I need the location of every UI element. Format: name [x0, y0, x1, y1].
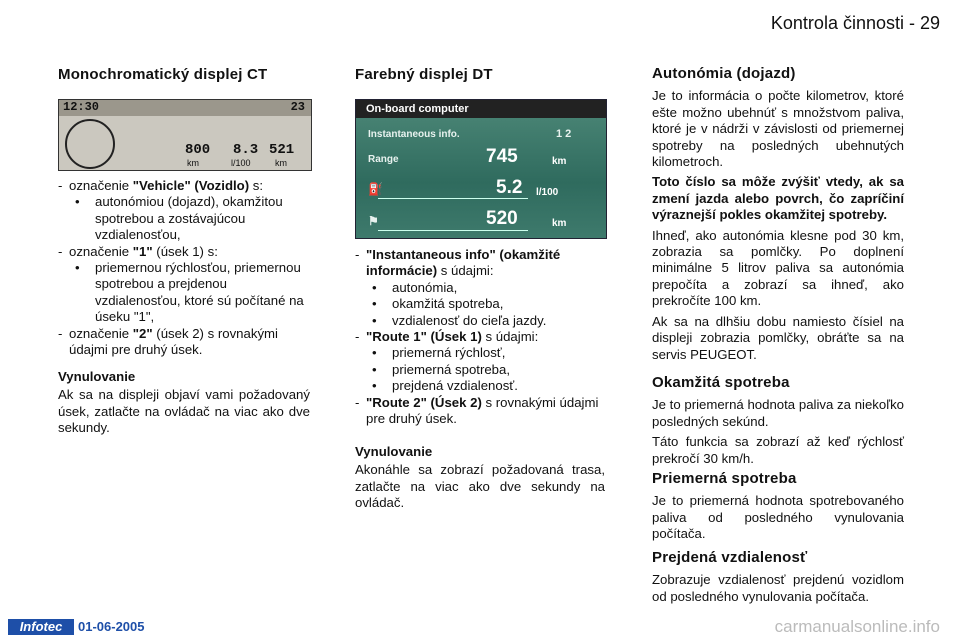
paragraph: Ak sa na displeji objaví vami požadovaný úsek, zatlačte na ovládač na viac ako dve sekundy. [58, 387, 310, 436]
sub-list-item: • autonómiou (dojazd), okamžitou spotrebou a zostávajúcou vzdialenosťou, [69, 194, 310, 243]
sub-list-item: • priemernou rýchlosťou, priemernou spotrebou a prejdenou vzdialenosťou, ktoré sú počítané na úseku "1", [69, 260, 310, 326]
section-title: Autonómia (dojazd) [652, 65, 796, 82]
color-display-range-value: 745 [486, 146, 518, 167]
color-display-consumption-unit: l/100 [536, 187, 559, 198]
color-display-list [355, 247, 605, 427]
sub-list-item: • prejdená vzdialenosť. [366, 378, 605, 394]
mono-display-unit-2: l/100 [231, 158, 251, 168]
section-subtitle: Vynulovanie [58, 369, 136, 384]
list-item: - "Route 1" (Úsek 1) s údajmi: • priemerná rýchlosť, • priemerná spotreba, • prejdená vzdialenosť. [355, 329, 605, 395]
sub-list-item: • priemerná spotreba, [366, 362, 605, 378]
paragraph: Ihneď, ako autonómia klesne pod 30 km, zobrazia sa pomlčky. Po doplnení minimálne 5 litrov paliva sa autonómia prepočíta a zobrazí sa ihneď, ako prekročíte 100 km. [652, 227, 904, 309]
sub-list-item: • priemerná rýchlosť, [366, 345, 605, 361]
watermark: carmanualsonline.info [774, 617, 940, 636]
mono-display-unit-3: km [275, 158, 287, 168]
fuel-pump-icon: ⛽ [368, 182, 383, 196]
page-title: Kontrola činnosti - 29 [770, 13, 940, 33]
paragraph: Je to informácia o počte kilometrov, ktoré ešte možno ubehnúť s množstvom paliva, ktoré je v nádrži v závislosti od priemernej spotreby na posledných ubehnutých kilometroch. [652, 88, 904, 170]
paragraph: Akonáhle sa zobrazí požadovaná trasa, zatlačte na viac ako dve sekundy na ovládač. [355, 462, 605, 511]
paragraph: Ak sa na dlhšiu dobu namiesto čísiel na displeji zobrazia pomlčky, obráťte sa na servis PEUGEOT. [652, 313, 904, 362]
mono-display-time: 12:30 [63, 100, 100, 114]
mono-display-value-1: 800 [185, 142, 211, 158]
color-display-heading: Farebný displej DT [355, 66, 493, 83]
monochrome-display-image [58, 99, 312, 171]
paragraph: Je to priemerná hodnota paliva za niekoľko posledných sekúnd. [652, 397, 904, 429]
clock-icon [65, 119, 115, 169]
section-subtitle: Vynulovanie [355, 444, 433, 459]
sub-list-item: • autonómia, [366, 280, 605, 296]
flag-icon: ⚑ [368, 214, 379, 228]
color-display-mode: Instantaneous info. [368, 129, 460, 140]
list-item: - označenie "1" (úsek 1) s: • priemernou rýchlosťou, priemernou spotrebou a prejdenou vzdialenosťou, ktoré sú počítané na úseku "1", [58, 244, 310, 326]
color-display-range-unit: km [552, 156, 567, 167]
mono-display-list [58, 178, 310, 358]
paragraph: Je to priemerná hodnota spotrebovaného paliva od posledného vynulovania počítača. [652, 493, 904, 542]
autonomy-section [652, 66, 904, 367]
sub-list-item: • okamžitá spotreba, [366, 296, 605, 312]
average-consumption-section [652, 471, 904, 547]
sub-list-item: • vzdialenosť do cieľa jazdy. [366, 313, 605, 329]
mono-display-topbar [59, 100, 311, 116]
distance-travelled-section [652, 550, 904, 609]
mono-reset-section [58, 369, 310, 441]
list-item: - označenie "2" (úsek 2) s rovnakými údajmi pre druhý úsek. [58, 326, 310, 359]
section-title: Priemerná spotreba [652, 470, 797, 487]
infotec-logo: Infotec [8, 619, 74, 635]
list-item: - označenie "Vehicle" (Vozidlo) s: • autonómiou (dojazd), okamžitou spotrebou a zostávajúcou vzdialenosťou, [58, 178, 310, 244]
paragraph: Táto funkcia sa zobrazí až keď rýchlosť prekročí 30 km/h. [652, 434, 904, 466]
color-display-range-label: Range [368, 154, 399, 165]
mono-display-temperature: 23 [290, 100, 305, 114]
color-display-titlebar: On-board computer [356, 100, 606, 118]
mono-display-value-2: 8.3 [233, 142, 259, 158]
mono-display-heading: Monochromatický displej CT [58, 66, 268, 83]
footer-date: 01-06-2005 [78, 619, 145, 634]
mono-display-unit-1: km [187, 158, 199, 168]
list-item: - "Route 2" (Úsek 2) s rovnakými údajmi pre druhý úsek. [355, 395, 605, 428]
list-item: - "Instantaneous info" (okamžité informácie) s údajmi: • autonómia, • okamžitá spotreba, • vzdialenosť do cieľa jazdy. [355, 247, 605, 329]
color-reset-section [355, 444, 605, 516]
mono-display-value-3: 521 [269, 142, 295, 158]
paragraph-bold: Toto číslo sa môže zvýšiť vtedy, ak sa zmení jazda alebo povrch, čo zapríčiní výraznejší pokles okamžitej spotreby. [652, 174, 904, 223]
color-display-distance-unit: km [552, 218, 567, 229]
color-display-image [355, 99, 607, 239]
color-display-tabs: 1 2 [556, 128, 572, 140]
instant-consumption-section [652, 375, 904, 471]
section-title: Okamžitá spotreba [652, 374, 790, 391]
color-display-divider [378, 230, 528, 231]
paragraph: Zobrazuje vzdialenosť prejdenú vozidlom od posledného vynulovania počítača. [652, 572, 904, 604]
section-title: Prejdená vzdialenosť [652, 549, 808, 566]
color-display-consumption-value: 5.2 [496, 177, 523, 198]
color-display-distance-value: 520 [486, 208, 518, 229]
